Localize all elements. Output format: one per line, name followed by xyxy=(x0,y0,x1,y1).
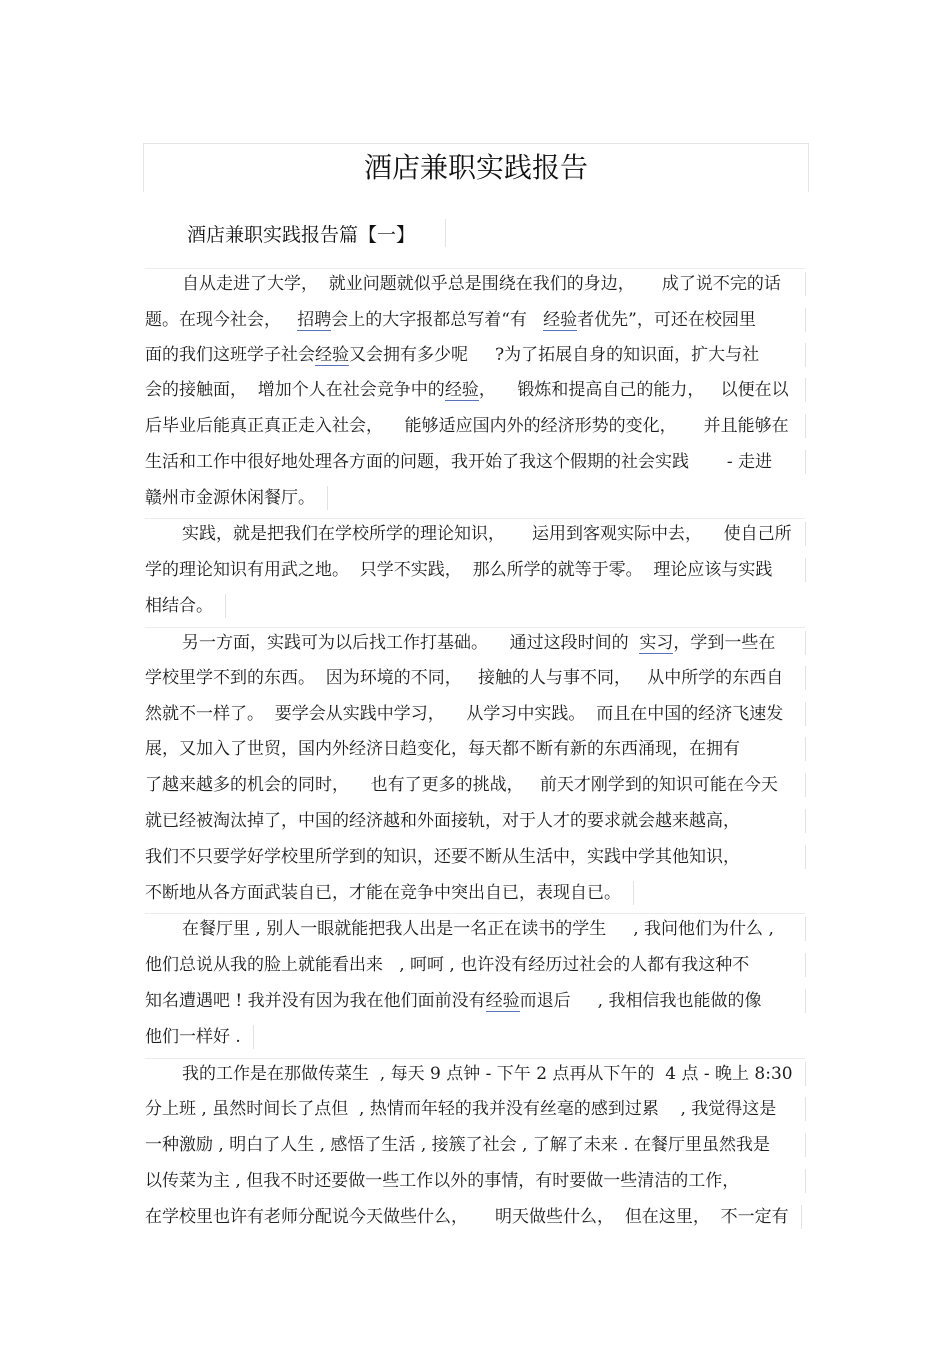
paragraph-line: 我们不只要学好学校里所学到的知识，还要不断从生活中，实践中学其他知识， xyxy=(145,847,740,867)
paragraph-line: 他们总说从我的脸上就能看出来 , 呵呵 , 也许没有经历过社会的人都有我这种不 xyxy=(145,955,750,975)
paragraph-line: 会的接触面， 增加个人在社会竞争中的经验， 锻炼和提高自己的能力， 以便在以 xyxy=(145,380,789,400)
title-frame xyxy=(143,143,809,192)
paragraph-line: 学的理论知识有用武之地。 只学不实践， 那么所学的就等于零。 理论应该与实践 xyxy=(145,560,773,580)
paragraph-line: 相结合。 xyxy=(145,596,213,616)
paragraph-line: 题。在现今社会， 招聘会上的大字报都总写着“有 经验者优先”，可还在校园里 xyxy=(145,310,756,330)
line-edge-rule xyxy=(805,917,806,941)
line-edge-rule xyxy=(805,1169,806,1193)
line-edge-rule xyxy=(805,737,806,761)
paragraph-line: 不断地从各方面武装自已，才能在竞争中突出自已，表现自已。 xyxy=(145,883,621,903)
line-edge-rule xyxy=(805,845,806,869)
paragraph-line: 自从走进了大学， 就业问题就似乎总是围绕在我们的身边， 成了说不完的话 xyxy=(182,274,781,294)
paragraph-line: 他们一样好 . xyxy=(145,1027,241,1047)
line-edge-rule xyxy=(805,1097,806,1121)
paragraph-line: 实践，就是把我们在学校所学的理论知识， 运用到客观实际中去， 使自己所 xyxy=(182,524,792,544)
paragraph-line: 在学校里也许有老师分配说今天做些什么， 明天做些什么， 但在这里， 不一定有 xyxy=(145,1207,789,1227)
paragraph-line: 面的我们这班学子社会经验又会拥有多少呢 ?为了拓展自身的知识面，扩大与社 xyxy=(145,345,760,365)
line-edge-rule xyxy=(805,558,806,582)
paragraph-line: 一种激励 , 明白了人生 , 感悟了生活 , 接簇了社会 , 了解了未来 . 在餐厅里虽然我是 xyxy=(145,1135,771,1155)
line-edge-rule xyxy=(327,486,328,510)
line-edge-rule xyxy=(225,594,226,618)
line-edge-rule xyxy=(805,343,806,367)
line-edge-rule xyxy=(801,1205,802,1229)
line-edge-rule xyxy=(805,378,806,402)
paragraph-top-rule xyxy=(145,268,805,269)
line-edge-rule xyxy=(805,953,806,977)
paragraph-line: 另一方面，实践可为以后找工作打基础。 通过这段时间的 实习，学到一些在 xyxy=(182,633,776,653)
paragraph-line: 我的工作是在那做传菜生 , 每天 9 点钟 - 下午 2 点再从下午的 4 点 - 晚上 8:30 xyxy=(182,1064,793,1084)
line-edge-rule xyxy=(633,881,634,905)
line-edge-rule xyxy=(805,666,806,690)
section-heading: 酒店兼职实践报告篇【一】 xyxy=(187,224,416,246)
document-title: 酒店兼职实践报告 xyxy=(363,151,588,184)
paragraph-line: 在餐厅里 , 别人一眼就能把我人出是一名正在读书的学生 , 我问他们为什么 , xyxy=(182,919,774,939)
line-edge-rule xyxy=(805,702,806,726)
line-edge-rule xyxy=(805,1133,806,1157)
paragraph-top-rule xyxy=(145,1058,805,1059)
line-edge-rule xyxy=(805,809,806,833)
line-edge-rule xyxy=(805,414,806,438)
paragraph-line: 展，又加入了世贸，国内外经济日趋变化，每天都不断有新的东西涌现，在拥有 xyxy=(145,739,740,759)
heading-rule xyxy=(445,219,446,247)
paragraph-line: 知名遭遇吧 ! 我并没有因为我在他们面前没有经验而退后 , 我相信我也能做的像 xyxy=(145,991,762,1011)
paragraph-top-rule xyxy=(145,627,805,628)
paragraph-top-rule xyxy=(145,518,805,519)
line-edge-rule xyxy=(805,989,806,1013)
line-edge-rule xyxy=(805,773,806,797)
paragraph-top-rule xyxy=(145,913,805,914)
paragraph-line: 就已经被淘汰掉了，中国的经济越和外面接轨，对于人才的要求就会越来越高， xyxy=(145,811,740,831)
paragraph-line: 赣州市金源休闲餐厅。 xyxy=(145,488,315,508)
line-edge-rule xyxy=(253,1025,254,1049)
paragraph-line: 了越来越多的机会的同时， 也有了更多的挑战， 前天才刚学到的知识可能在今天 xyxy=(145,775,778,795)
line-edge-rule xyxy=(805,631,806,655)
paragraph-line: 后毕业后能真正真正走入社会， 能够适应国内外的经济形势的变化， 并且能够在 xyxy=(145,416,789,436)
paragraph-line: 然就不一样了。 要学会从实践中学习， 从学习中实践。 而且在中国的经济飞速发 xyxy=(145,704,784,724)
paragraph-line: 生活和工作中很好地处理各方面的问题，我开始了我这个假期的社会实践 - 走进 xyxy=(145,452,772,472)
line-edge-rule xyxy=(805,522,806,546)
line-edge-rule xyxy=(805,450,806,474)
paragraph-line: 以传菜为主 , 但我不时还要做一些工作以外的事情，有时要做一些清洁的工作， xyxy=(145,1171,740,1191)
paragraph-line: 分上班 , 虽然时间长了点但 , 热情而年轻的我并没有丝毫的感到过累 , 我觉得这是 xyxy=(145,1099,777,1119)
paragraph-line: 学校里学不到的东西。 因为环境的不同， 接触的人与事不同， 从中所学的东西自 xyxy=(145,668,784,688)
line-edge-rule xyxy=(805,1062,806,1086)
line-edge-rule xyxy=(805,308,806,332)
line-edge-rule xyxy=(805,272,806,296)
